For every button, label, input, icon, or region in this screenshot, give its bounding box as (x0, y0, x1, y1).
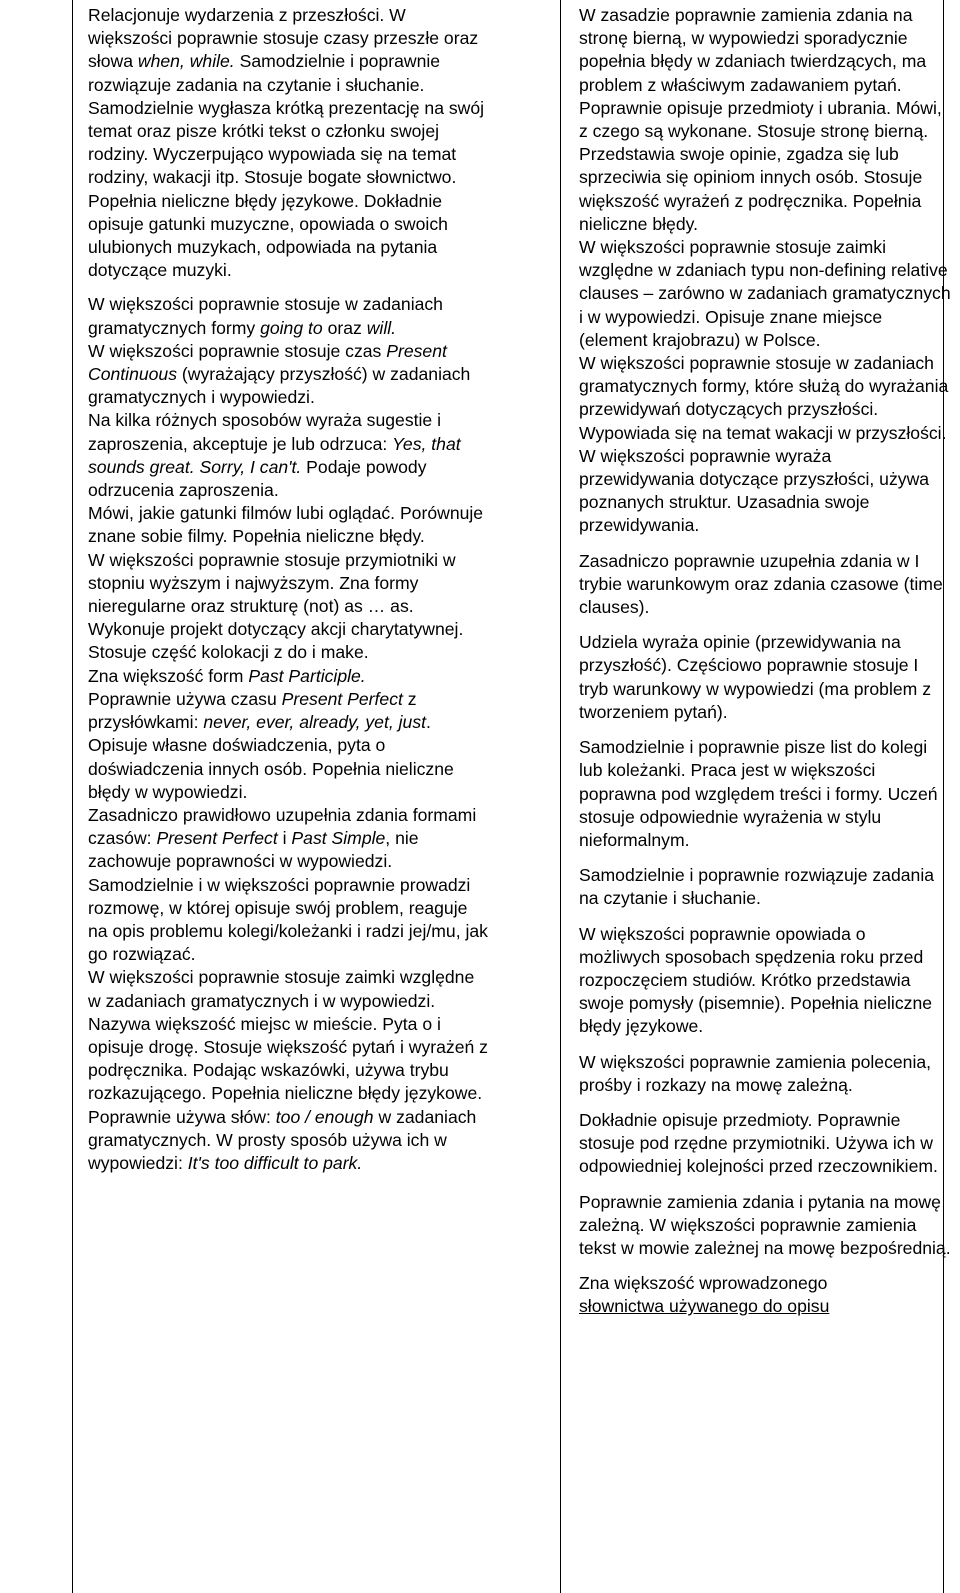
left-paragraph-2: W większości poprawnie stosuje w zadaniach gramatycznych formy going to oraz will. (88, 294, 443, 338)
right-paragraph-2: Poprawnie opisuje przedmioty i ubrania. Mówi, z czego są wykonane. Stosuje stronę bierną. (579, 97, 942, 142)
left-paragraph-12: Samodzielnie i w większości poprawnie prowadzi rozmowę, w której opisuje swój problem, reaguje na opis problemu kolegi/koleżanki i radzi jej/mu, jak go rozwiązać. (88, 874, 488, 965)
left-paragraph-5: Mówi, jakie gatunki filmów lubi oglądać. Porównuje znane sobie filmy. Popełnia nieliczne błędy. (88, 503, 484, 547)
left-paragraph-8: Stosuje część kolokacji z do i make. (88, 642, 369, 663)
table-border-left (72, 0, 73, 1593)
left-paragraph-13: W większości poprawnie stosuje zaimki względne w zadaniach gramatycznych i w wypowiedzi. (88, 967, 475, 1011)
right-paragraph-8: Samodzielnie i poprawnie pisze list do kolegi lub koleżanki. Praca jest w większości poprawna pod względem treści i formy. Uczeń stosuje odpowiednie wyrażenia w stylu nieformalnym. (579, 737, 938, 850)
left-paragraph-11: Zasadniczo prawidłowo uzupełnia zdania formami czasów: Present Perfect i Past Simple, nie zachowuje poprawności w wypowiedzi. (88, 804, 477, 872)
right-paragraph-14: Zna większość wprowadzonego słownictwa używanego do opisu (579, 1273, 830, 1317)
right-paragraph-4: W większości poprawnie stosuje zaimki względne w zdaniach typu non-defining relative clauses – zarówno w zadaniach gramatycznych i w wypowiedzi. Opisuje znane miejsce (element krajobrazu) w Polsce. (579, 237, 951, 350)
left-paragraph-9: Zna większość form Past Participle. (88, 665, 366, 686)
left-paragraph-7: Wykonuje projekt dotyczący akcji charytatywnej. (88, 619, 464, 640)
right-paragraph-11: W większości poprawnie zamienia polecenia, prośby i rozkazy na mowę zależną. (579, 1051, 932, 1095)
right-column (579, 4, 951, 1319)
left-paragraph-10: Poprawnie używa czasu Present Perfect z przysłówkami: never, ever, already, yet, just. Opisuje własne doświadczenia, pyta o doświadczenia innych osób. Popełnia nieliczne błędy w wypowiedzi. (88, 688, 454, 802)
right-paragraph-13: Poprawnie zamienia zdania i pytania na mowę zależną. W większości poprawnie zamienia tekst w mowie zależnej na mowę bezpośrednią. (579, 1191, 951, 1258)
left-paragraph-3: W większości poprawnie stosuje czas Present Continuous (wyrażający przyszłość) w zadaniach gramatycznych i wypowiedzi. (88, 340, 471, 408)
left-paragraph-15: Poprawnie używa słów: too / enough w zadaniach gramatycznych. W prosty sposób używa ich w wypowiedzi: It's too difficult to park. (88, 1106, 477, 1173)
right-paragraph-7: Udziela wyraża opinie (przewidywania na przyszłość). Częściowo poprawnie stosuje I tryb warunkowy w wypowiedzi (ma problem z tworzeniem pytań). (579, 632, 931, 722)
right-paragraph-1: W zasadzie poprawnie zamienia zdania na stronę bierną, w wypowiedzi sporadycznie popełnia błędy w zdaniach twierdzących, ma problem z właściwym zadawaniem pytań. (579, 5, 927, 95)
table-border-middle (560, 0, 561, 1593)
right-paragraph-6: Zasadniczo poprawnie uzupełnia zdania w I trybie warunkowym oraz zdania czasowe (time clauses). (579, 550, 943, 618)
right-paragraph-10: W większości poprawnie opowiada o możliwych sposobach spędzenia roku przed rozpoczęciem studiów. Krótko przedstawia swoje pomysły (pisemnie). Popełnia nieliczne błędy językowe. (579, 923, 933, 1037)
left-column (88, 4, 488, 1175)
left-paragraph-1: Relacjonuje wydarzenia z przeszłości. W większości poprawnie stosuje czasy przeszłe oraz słowa when, while. Samodzielnie i poprawnie rozwiązuje zadania na czytanie i słuchanie. Samodzielnie wygłasza krótką prezentację na swój temat oraz pisze krótki tekst o członku swojej rodziny. Wyczerpująco wypowiada się na temat rodziny, wakacji itp. Stosuje bogate słownictwo. Popełnia nieliczne błędy językowe. Dokładnie opisuje gatunki muzyczne, opowiada o swoich ulubionych muzykach, odpowiada na pytania dotyczące muzyki. (88, 5, 485, 281)
left-paragraph-4: Na kilka różnych sposobów wyraża sugestie i zaproszenia, akceptuje je lub odrzuca: Yes, that sounds great. Sorry, I can't. Podaje powody odrzucenia zaproszenia. (88, 410, 461, 501)
right-paragraph-5: W większości poprawnie stosuje w zadaniach gramatycznych formy, które służą do wyrażania przewidywań dotyczących przyszłości. Wypowiada się na temat wakacji w przyszłości. W większości poprawnie wyraża przewidywania dotyczące przyszłości, używa poznanych struktur. Uzasadnia swoje przewidywania. (579, 353, 949, 536)
right-paragraph-3: Przedstawia swoje opinie, zgadza się lub sprzeciwia się opiniom innych osób. Stosuje większość wyrażeń z podręcznika. Popełnia nieliczne błędy. (579, 144, 923, 234)
left-paragraph-14: Nazywa większość miejsc w mieście. Pyta o i opisuje drogę. Stosuje większość pytań i wyrażeń z podręcznika. Podając wskazówki, używa trybu rozkazującego. Popełnia nieliczne błędy językowe. (88, 1013, 488, 1104)
left-paragraph-6: W większości poprawnie stosuje przymiotniki w stopniu wyższym i najwyższym. Zna formy nieregularne oraz strukturę (not) as … as. (88, 549, 456, 617)
right-paragraph-9: Samodzielnie i poprawnie rozwiązuje zadania na czytanie i słuchanie. (579, 865, 935, 909)
right-paragraph-12: Dokładnie opisuje przedmioty. Poprawnie stosuje pod rzędne przymiotniki. Używa ich w odpowiedniej kolejności przed rzeczownikiem. (579, 1109, 938, 1177)
